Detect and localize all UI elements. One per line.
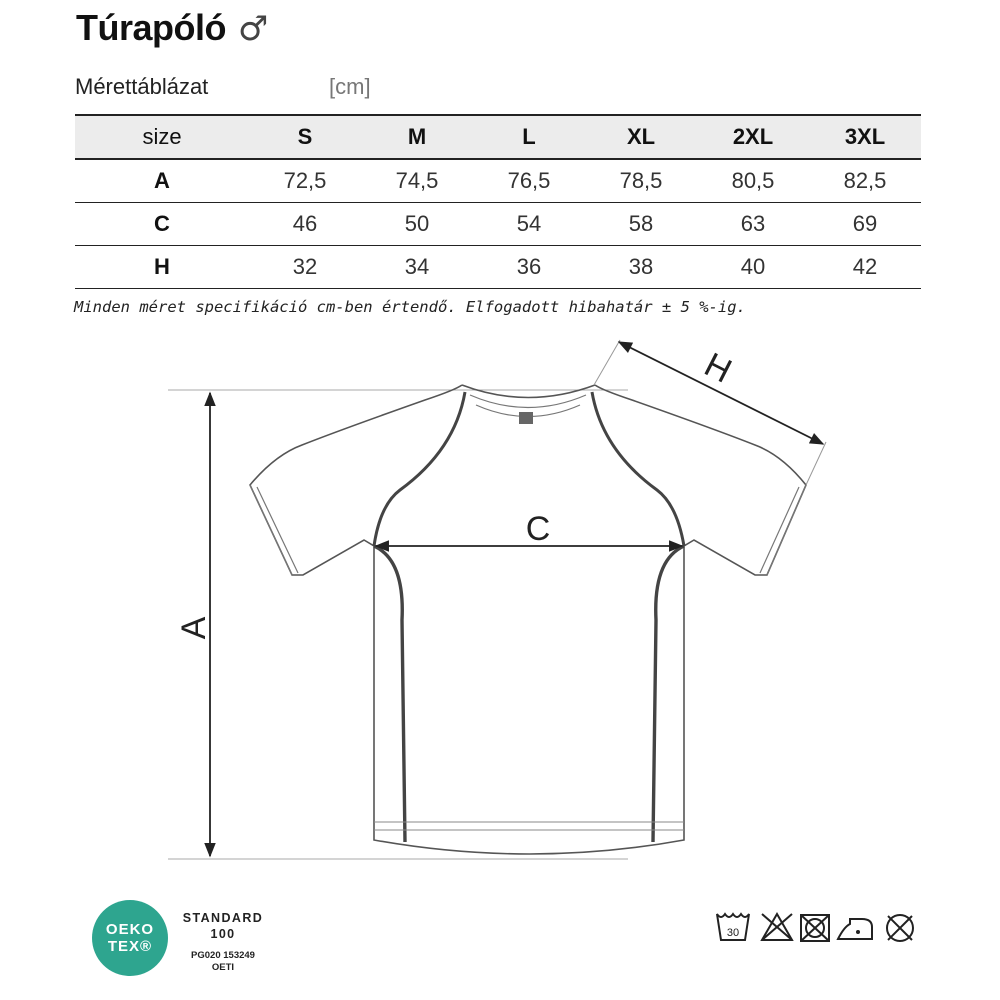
no-dry-clean-icon (887, 915, 913, 941)
row-label-h: H (75, 246, 249, 289)
table-cell: 78,5 (585, 159, 697, 203)
standard-line1: STANDARD (182, 911, 264, 925)
table-cell: 80,5 (697, 159, 809, 203)
wash-temperature: 30 (726, 927, 740, 939)
table-cell: 63 (697, 203, 809, 246)
size-header-m: M (361, 115, 473, 159)
iron-low-icon (838, 919, 872, 939)
measure-c-label: C (525, 510, 551, 548)
table-row-a (75, 159, 921, 203)
table-cell: 38 (585, 246, 697, 289)
table-row-c (75, 203, 921, 246)
wash-30-icon (717, 914, 749, 940)
no-bleach-icon (762, 914, 792, 940)
certificate-code (176, 950, 270, 974)
table-cell: 32 (249, 246, 361, 289)
oeko-badge-line1: OEKO (105, 921, 155, 938)
size-chart-subtitle: Mérettáblázat (75, 74, 209, 99)
size-header-l: L (473, 115, 585, 159)
care-symbols (714, 908, 922, 948)
table-cell: 76,5 (473, 159, 585, 203)
unit-label: [cm] (329, 74, 371, 99)
table-cell: 72,5 (249, 159, 361, 203)
size-header-label: size (75, 115, 249, 159)
table-cell: 40 (697, 246, 809, 289)
table-cell: 82,5 (809, 159, 921, 203)
table-cell: 74,5 (361, 159, 473, 203)
table-cell: 50 (361, 203, 473, 246)
size-header-xl: XL (585, 115, 697, 159)
row-label-a: A (75, 159, 249, 203)
table-cell: 42 (809, 246, 921, 289)
table-cell: 69 (809, 203, 921, 246)
size-header-s: S (249, 115, 361, 159)
size-header-row (75, 115, 921, 159)
tshirt-outline (168, 385, 806, 859)
table-cell: 54 (473, 203, 585, 246)
row-label-c: C (75, 203, 249, 246)
oeko-badge-line2: TEX® (107, 938, 153, 955)
certificate-code-line2: OETI (211, 962, 235, 973)
male-symbol-icon: ♂ (237, 9, 269, 49)
standard-line2: 100 (210, 927, 236, 941)
table-cell: 58 (585, 203, 697, 246)
measurement-note: Minden méret specifikáció cm-ben értendő. Elfogadott hibahatár ± 5 %-ig. (74, 298, 746, 316)
tshirt-measurement-diagram (0, 320, 1000, 880)
table-cell: 46 (249, 203, 361, 246)
standard-label (176, 910, 270, 942)
size-header-2xl: 2XL (697, 115, 809, 159)
certificate-code-line1: PG020 153249 (191, 950, 255, 961)
table-row-h (75, 246, 921, 289)
page-title: Túrapóló (76, 7, 226, 48)
oeko-tex-badge (92, 900, 168, 976)
table-cell: 36 (473, 246, 585, 289)
table-cell: 34 (361, 246, 473, 289)
measure-a-label: A (175, 616, 213, 640)
no-tumble-dry-icon (801, 915, 829, 941)
title-row (76, 4, 268, 52)
size-header-3xl: 3XL (809, 115, 921, 159)
size-table (75, 114, 921, 289)
measure-h-label: H (698, 345, 738, 391)
